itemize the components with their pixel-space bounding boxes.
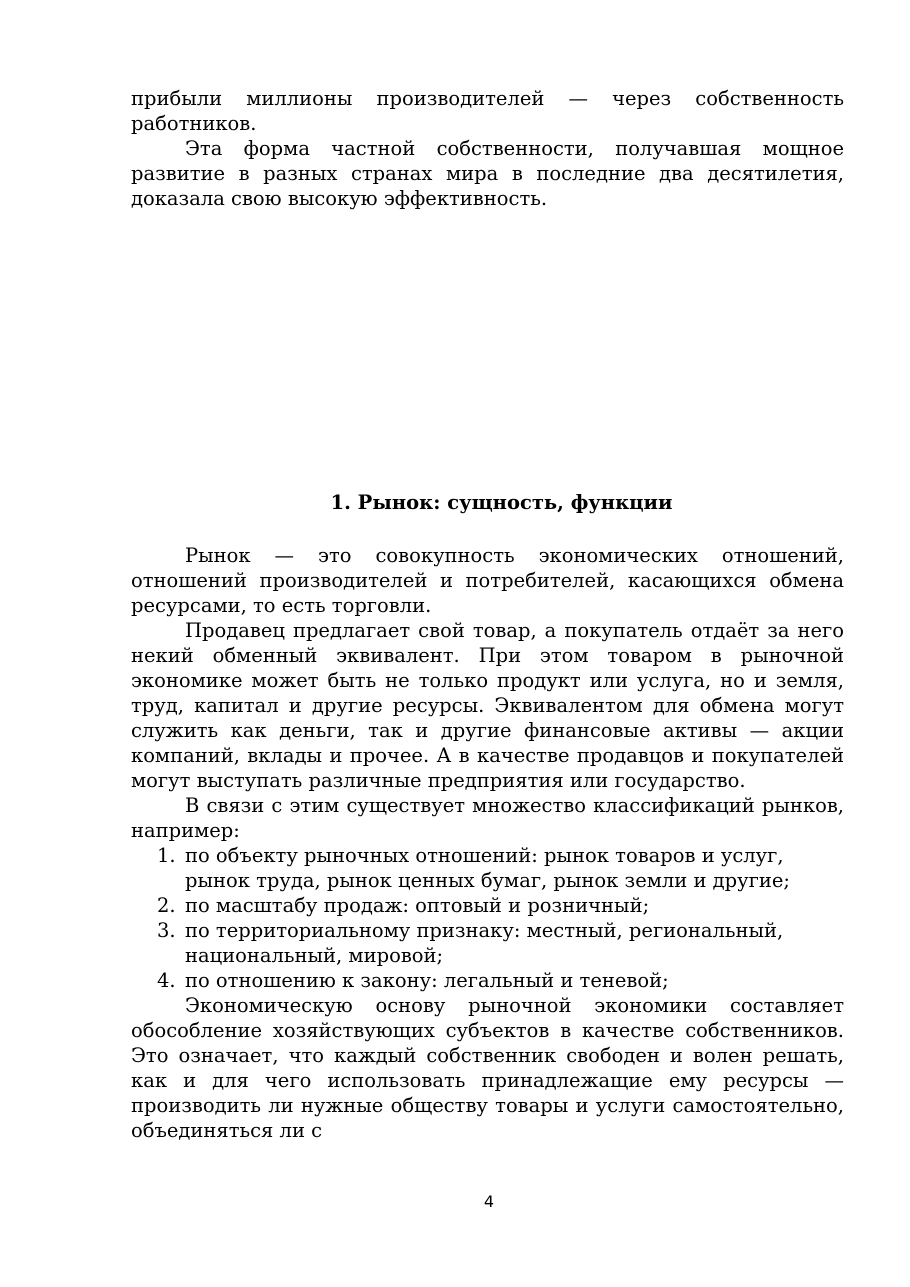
section-paragraph-2: Продавец предлагает свой товар, а покупатель отдаёт за него некий обменный эквивалент. При этом товаром в рыночной экономике может быть не только продукт или услуга, но и земля, труд, капитал и другие ресурсы. Эквивалентом для обмена могут служить как деньги, так и другие финансовые активы — акции компаний, вклады и прочее. А в качестве продавцов и покупателей могут выступать различные предприятия или государство. xyxy=(131,619,844,792)
section-paragraph-4: Экономическую основу рыночной экономики составляет обособление хозяйствующих субъектов в качестве собственников. Это означает, что каждый собственник свободен и волен решать, как и для чего использовать принадлежащие ему ресурсы — производить ли нужные обществу товары и услуги самостоятельно, объединяться ли с xyxy=(131,994,844,1142)
list-item-text: по объекту рыночных отношений: рынок товаров и услуг, рынок труда, рынок ценных бумаг, рынок земли и другие; xyxy=(185,844,790,892)
blank-space xyxy=(131,211,844,488)
section-heading: 1. Рынок: сущность, функции xyxy=(330,491,673,514)
list-item xyxy=(131,893,844,918)
intro-paragraph-2: Эта форма частной собственности, получавшая мощное развитие в разных странах мира в последние два десятилетия, доказала свою высокую эффективность. xyxy=(131,137,844,210)
list-item-number: 3. xyxy=(157,919,176,942)
list-item-number: 4. xyxy=(157,969,176,992)
list-item-number: 2. xyxy=(157,894,176,917)
list-item xyxy=(131,918,844,968)
list-item xyxy=(131,968,844,993)
document-page xyxy=(131,86,844,1143)
section-paragraph-3: В связи с этим существует множество классификаций рынков, например: xyxy=(131,794,844,842)
list-item-text: по масштабу продаж: оптовый и розничный; xyxy=(185,894,650,917)
list-item-text: по территориальному признаку: местный, региональный, национальный, мировой; xyxy=(185,919,784,967)
list-item-number: 1. xyxy=(157,844,176,867)
page-number: 4 xyxy=(483,1192,495,1211)
section-paragraph-1: Рынок — это совокупность экономических отношений, отношений производителей и потребителей, касающихся обмена ресурсами, то есть торговли. xyxy=(131,544,844,617)
list-item xyxy=(131,843,844,893)
list-item-text: по отношению к закону: легальный и теневой; xyxy=(185,969,669,992)
intro-paragraph-1: прибыли миллионы производителей — через собственность работников. xyxy=(131,87,844,135)
classification-list xyxy=(131,843,844,993)
